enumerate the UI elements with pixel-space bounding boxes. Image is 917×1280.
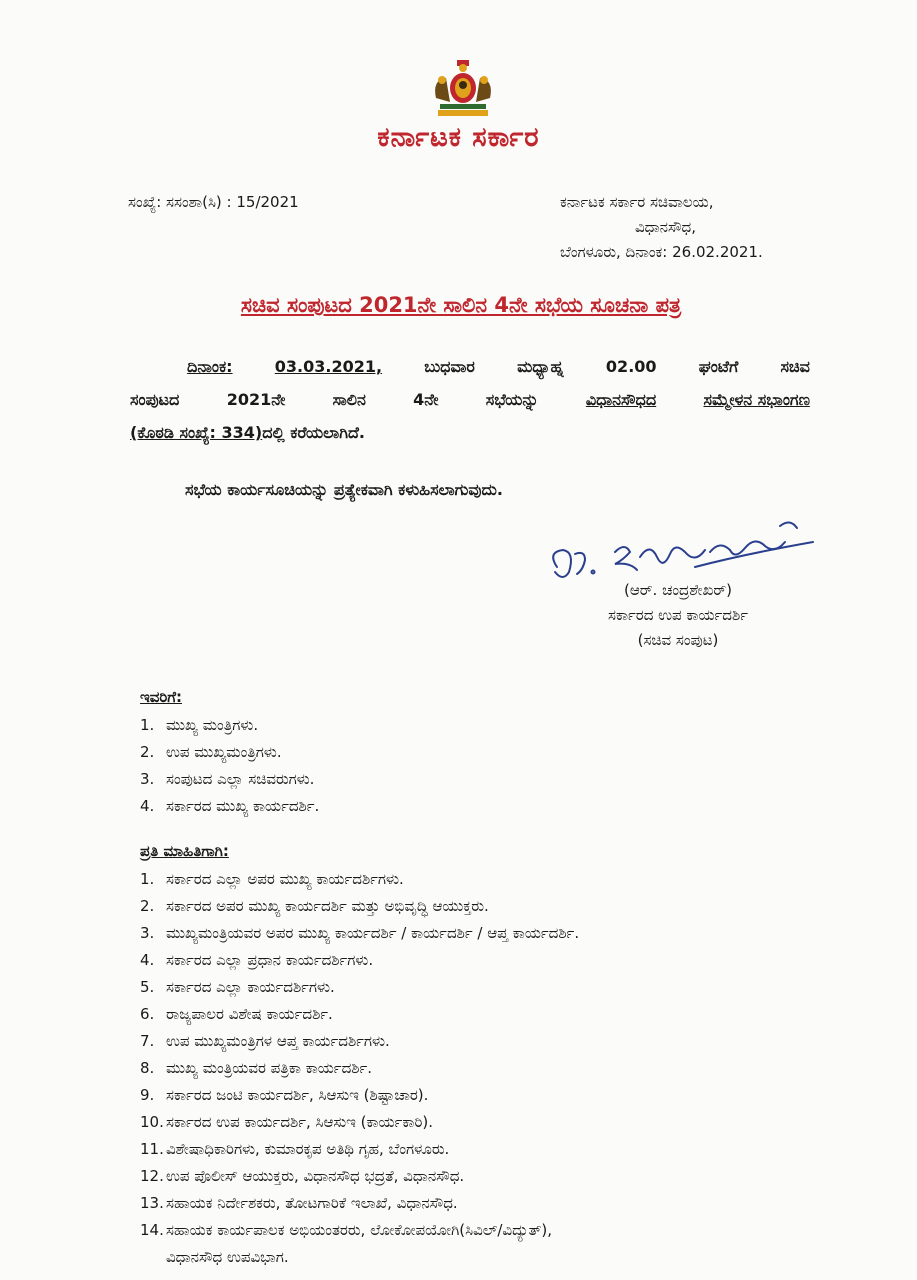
recipients-list: [140, 712, 840, 820]
recipients-heading: ಇವರಿಗೆ:: [140, 688, 183, 706]
government-name: ಕರ್ನಾಟಕ ಸರ್ಕಾರ: [377, 122, 540, 153]
signatory-department: (ಸಚಿವ ಸಂಪುಟ): [637, 631, 719, 649]
list-item: 2. ಉಪ ಮುಖ್ಯಮಂತ್ರಿಗಳು.: [140, 743, 282, 761]
venue-building: ವಿಧಾನಸೌಧದ: [585, 390, 657, 409]
list-item: 2. ಸರ್ಕಾರದ ಅಪರ ಮುಖ್ಯ ಕಾರ್ಯದರ್ಶಿ ಮತ್ತು ಅಭಿವೃದ್ಧಿ ಆಯುಕ್ತರು.: [140, 897, 489, 915]
signatory-designation: ಸರ್ಕಾರದ ಉಪ ಕಾರ್ಯದರ್ಶಿ: [607, 606, 748, 624]
list-item: 11. ವಿಶೇಷಾಧಿಕಾರಿಗಳು, ಕುಮಾರಕೃಪ ಅತಿಥಿ ಗೃಹ, ಬೆಂಗಳೂರು.: [140, 1140, 450, 1158]
list-item: 5. ಸರ್ಕಾರದ ಎಲ್ಲಾ ಕಾರ್ಯದರ್ಶಿಗಳು.: [140, 978, 335, 996]
list-item: 13. ಸಹಾಯಕ ನಿರ್ದೇಶಕರು, ತೋಟಗಾರಿಕೆ ಇಲಾಖೆ, ವಿಧಾನಸೌಧ.: [140, 1194, 458, 1212]
meeting-notice-title: ಸಚಿವ ಸಂಪುಟದ 2021ನೇ ಸಾಲಿನ 4ನೇ ಸಭೆಯ ಸೂಚನಾ ಪತ್ರ: [240, 293, 682, 317]
address-line-3: ಬೆಂಗಳೂರು, ದಿನಾಂಕ: 26.02.2021.: [560, 243, 763, 261]
venue-room: (ಕೊಠಡಿ ಸಂಖ್ಯೆ: 334): [130, 423, 263, 442]
list-item: 9. ಸರ್ಕಾರದ ಜಂಟಿ ಕಾರ್ಯದರ್ಶಿ, ಸಿಆಸುಇ (ಶಿಷ್ಟಾಚಾರ).: [140, 1086, 429, 1104]
list-item: 14. ಸಹಾಯಕ ಕಾರ್ಯಪಾಲಕ ಅಭಿಯಂತರರು, ಲೋಕೋಪಯೋಗಿ(ಸಿವಿಲ್/ವಿದ್ಯುತ್), ವಿಧಾನಸೌಧ ಉಪವಿಭಾಗ.: [140, 1221, 553, 1266]
meeting-time: 02.00: [605, 357, 657, 376]
agenda-note: ಸಭೆಯ ಕಾರ್ಯಸೂಚಿಯನ್ನು ಪ್ರತ್ಯೇಕವಾಗಿ ಕಳುಹಿಸಲಾಗುವುದು.: [185, 480, 503, 499]
handwritten-signature: [545, 512, 815, 587]
list-item: 10. ಸರ್ಕಾರದ ಉಪ ಕಾರ್ಯದರ್ಶಿ, ಸಿಆಸುಇ (ಕಾರ್ಯಕಾರಿ).: [140, 1113, 433, 1131]
list-item: 8. ಮುಖ್ಯ ಮಂತ್ರಿಯವರ ಪತ್ರಿಕಾ ಕಾರ್ಯದರ್ಶಿ.: [140, 1059, 373, 1077]
meeting-date: 03.03.2021,: [274, 357, 383, 376]
date-label: ದಿನಾಂಕ:: [187, 357, 233, 376]
office-address: [560, 190, 830, 265]
copy-to-list: [140, 866, 880, 1271]
karnataka-emblem-icon: [428, 58, 498, 122]
list-item: 12. ಉಪ ಪೊಲೀಸ್ ಆಯುಕ್ತರು, ವಿಧಾನಸೌಧ ಭದ್ರತೆ, ವಿಧಾನಸೌಧ.: [140, 1167, 465, 1185]
signatory-name: (ಆರ್. ಚಂದ್ರಶೇಖರ್): [623, 581, 733, 599]
notice-body: ದಿನಾಂಕ: 03.03.2021, ಬುಧವಾರ ಮಧ್ಯಾಹ್ನ 02.00 ಘಂಟೆಗೆ ಸಚಿವ ಸಂಪುಟದ 2021ನೇ ಸಾಲಿನ 4ನೇ ಸಭೆಯನ್ನು ವಿಧಾನಸೌಧದ ಸಮ್ಮೇಳನ ಸಭಾಂಗಣ (ಕೊಠಡಿ ಸಂಖ್ಯೆ: 334)ದಲ್ಲಿ ಕರೆಯಲಾಗಿದೆ.: [130, 350, 810, 449]
address-line-2: ವಿಧಾನಸೌಧ,: [635, 218, 697, 236]
copy-to-heading: ಪ್ರತಿ ಮಾಹಿತಿಗಾಗಿ:: [140, 842, 229, 860]
list-item: 7. ಉಪ ಮುಖ್ಯಮಂತ್ರಿಗಳ ಆಪ್ತ ಕಾರ್ಯದರ್ಶಿಗಳು.: [140, 1032, 390, 1050]
list-item: 1. ಸರ್ಕಾರದ ಎಲ್ಲಾ ಅಪರ ಮುಖ್ಯ ಕಾರ್ಯದರ್ಶಿಗಳು.: [140, 870, 404, 888]
list-item: 4. ಸರ್ಕಾರದ ಮುಖ್ಯ ಕಾರ್ಯದರ್ಶಿ.: [140, 797, 320, 815]
list-item: 6. ರಾಜ್ಯಪಾಲರ ವಿಶೇಷ ಕಾರ್ಯದರ್ಶಿ.: [140, 1005, 333, 1023]
list-item: 3. ಮುಖ್ಯಮಂತ್ರಿಯವರ ಅಪರ ಮುಖ್ಯ ಕಾರ್ಯದರ್ಶಿ / ಕಾರ್ಯದರ್ಶಿ / ಆಪ್ತ ಕಾರ್ಯದರ್ಶಿ.: [140, 924, 580, 942]
signatory-block: [578, 578, 778, 653]
reference-number: ಸಂಖ್ಯೆ: ಸಸಂಶಾ(ಸಿ) : 15/2021: [128, 193, 299, 211]
list-item: 3. ಸಂಪುಟದ ಎಲ್ಲಾ ಸಚಿವರುಗಳು.: [140, 770, 315, 788]
address-line-1: ಕರ್ನಾಟಕ ಸರ್ಕಾರ ಸಚಿವಾಲಯ,: [560, 193, 714, 211]
venue-hall: ಸಮ್ಮೇಳನ ಸಭಾಂಗಣ: [703, 390, 810, 409]
list-item: 4. ಸರ್ಕಾರದ ಎಲ್ಲಾ ಪ್ರಧಾನ ಕಾರ್ಯದರ್ಶಿಗಳು.: [140, 951, 374, 969]
list-item: 1. ಮುಖ್ಯ ಮಂತ್ರಿಗಳು.: [140, 716, 259, 734]
